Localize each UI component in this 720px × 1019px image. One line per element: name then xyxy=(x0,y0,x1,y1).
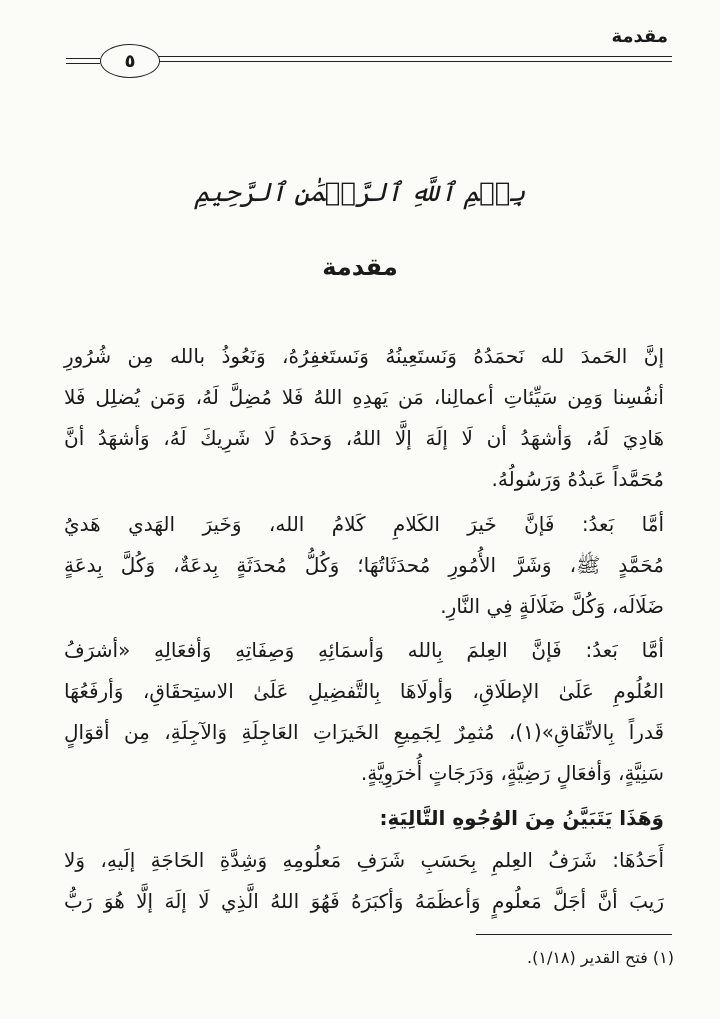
text-line: سَنِيَّةٍ، وَأفعَالٍ رَضِيَّةٍ، وَدَرَجَاتٍ أُخرَوِيَّةٍ. xyxy=(360,761,664,785)
running-title: مقدمة xyxy=(611,26,668,47)
text-line: أَحَدُهَا: شَرَفُ العِلمِ بِحَسَبِ شَرَفِ مَعلُومِهِ وَشِدَّةِ الحَاجَةِ إلَيهِ، وَلا xyxy=(64,848,664,872)
text-line: العُلُومِ عَلَىٰ الإطلَاقِ، وَأولَاهَا بِالتَّفضِيلِ عَلَىٰ الاستِحقَاقِ، وَأرفَعُهَا xyxy=(64,679,664,703)
paragraph xyxy=(64,336,664,500)
text-line: إنَّ الحَمدَ لله نَحمَدُهُ وَنَستَعِينُهُ وَنَستَغفِرُهُ، وَنَعُوذُ بالله مِن شُرُورِ xyxy=(64,344,664,368)
header-rule xyxy=(66,58,100,59)
text-line: وَهَذَا يَتَبَيَّنُ مِنَ الوُجُوهِ التَّالِيَةِ: xyxy=(379,806,664,830)
text-line: مُحَمَّداً عَبدُهُ وَرَسُولُهُ. xyxy=(491,467,664,491)
subheading xyxy=(64,798,664,839)
page-number: ٥ xyxy=(100,44,160,78)
footnote-rule xyxy=(476,934,672,935)
text-line: رَيبَ أنَّ أجَلَّ مَعلُومٍ وَأعظَمَهُ وَأكبَرَهُ فَهُوَ اللهُ الَّذِي لَا إلَهَ إلَّا هُوَ رَبُّ xyxy=(64,889,664,913)
paragraph xyxy=(64,504,664,627)
text-line: هَادِيَ لَهُ، وَأشهَدُ أن لَا إلَهَ إلَّا اللهُ، وَحدَهُ لَا شَرِيكَ لَهُ، وَأشهَدُ أنَّ xyxy=(64,426,664,450)
paragraph xyxy=(64,630,664,794)
footnote: (١) فتح القدير (١/١٨). xyxy=(527,948,674,967)
header-rule xyxy=(66,63,100,64)
text-line: أنفُسِنا وَمِن سَيِّئاتِ أعمالِنا، مَن يَهدِهِ اللهُ فَلا مُضِلَّ لَهُ، وَمَن يُضلِل فَلا xyxy=(64,385,664,409)
paragraph xyxy=(64,840,664,922)
text-line: ضَلَالَه، وَكُلَّ ضَلَالَةٍ فِي النَّارِ. xyxy=(440,594,664,618)
section-title: مقدمة xyxy=(322,253,398,281)
header-rule xyxy=(158,56,672,57)
basmala: بِسۡمِ ٱللَّهِ ٱلرَّحۡمَٰنِ ٱلرَّحِيمِ xyxy=(194,178,526,208)
text-line: مُحَمَّدٍ ﷺ، وَشَرَّ الأُمُورِ مُحدَثَاتُهَا؛ وَكُلُّ مُحدَثَةٍ بِدعَةٌ، وَكُلَّ بِدعَةٍ xyxy=(64,553,664,577)
text-line: أمَّا بَعدُ: فَإنَّ العِلمَ بِالله وَأسمَائِهِ وَصِفَاتِهِ وَأفعَالِهِ «أشرَفُ xyxy=(64,638,664,662)
text-line: أمَّا بَعدُ: فَإنَّ خَيرَ الكَلامِ كَلامُ الله، وَخَيرَ الهَدي هَديُ xyxy=(64,512,664,536)
header-rule xyxy=(158,61,672,62)
text-line: قَدراً بِالاتِّفَاقِ»(١)، مُثمِرٌ لِجَمِيعِ الخَيرَاتِ العَاجِلَةِ وَالآجِلَةِ، مِن أقوَالٍ xyxy=(64,720,664,744)
